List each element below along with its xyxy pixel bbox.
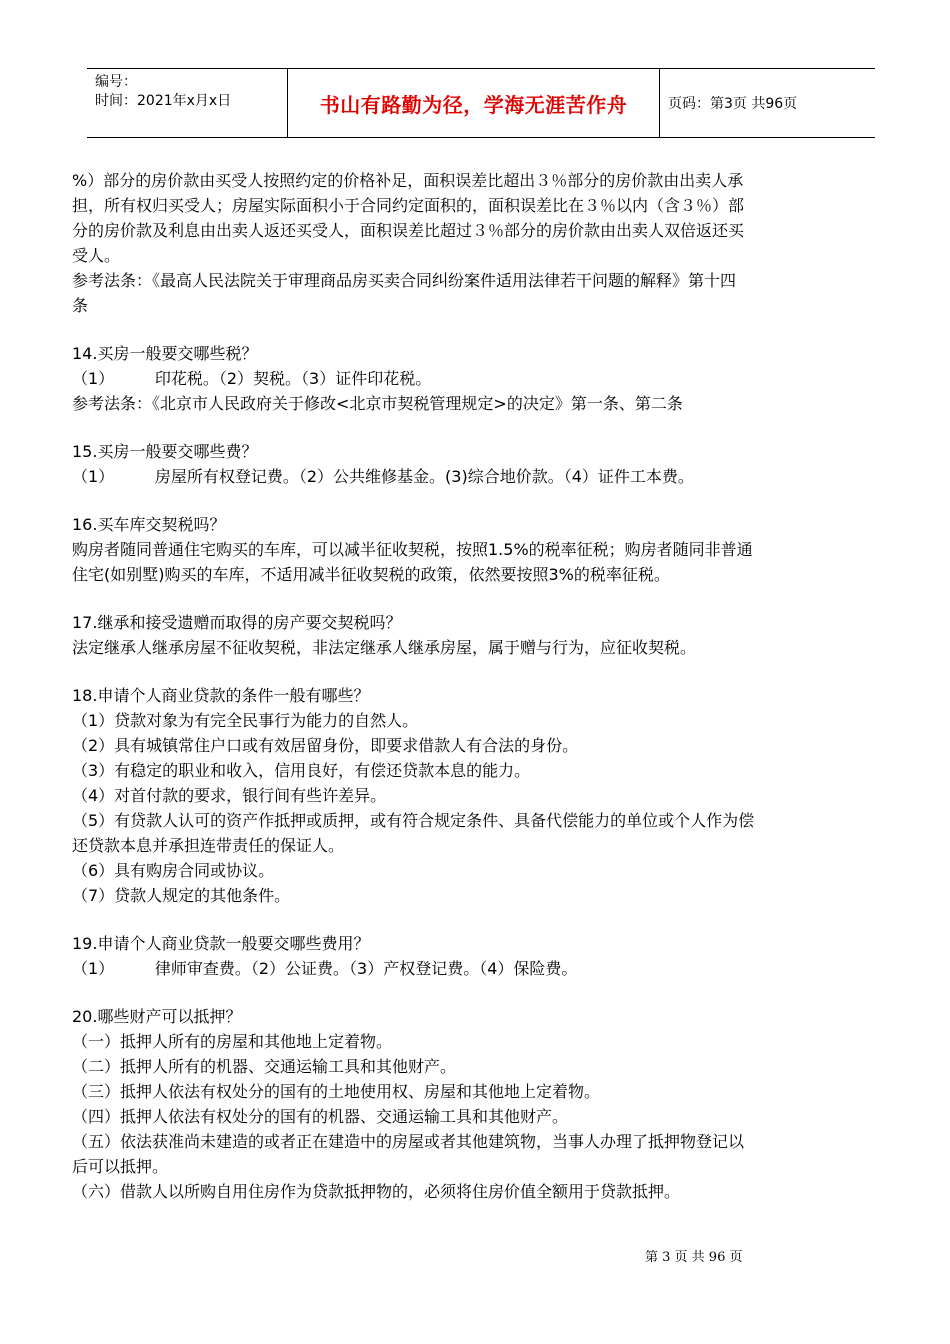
body-line: （1） 房屋所有权登记费。（2）公共维修基金。(3)综合地价款。（4）证件工本费。 bbox=[72, 467, 694, 486]
body-line: 购房者随同普通住宅购买的车库，可以减半征收契税，按照1.5%的税率征税；购房者随同非普通 bbox=[72, 540, 753, 559]
body-line: （1）贷款对象为有完全民事行为能力的自然人。 bbox=[72, 711, 419, 730]
header-meta bbox=[87, 69, 287, 137]
body-line: 法定继承人继承房屋不征收契税，非法定继承人继承房屋，属于赠与行为，应征收契税。 bbox=[72, 638, 697, 657]
body-line: 20.哪些财产可以抵押？ bbox=[72, 1007, 242, 1026]
paragraph-gap bbox=[72, 489, 892, 512]
body-line: %）部分的房价款由买受人按照约定的价格补足，面积误差比超出３％部分的房价款由出卖人承 bbox=[72, 171, 744, 190]
body-line: 18.申请个人商业贷款的条件一般有哪些？ bbox=[72, 686, 370, 705]
body-line: 分的房价款及利息由出卖人返还买受人，面积误差比超过３％部分的房价款由出卖人双倍返还买 bbox=[72, 221, 745, 240]
body-line: 后可以抵押。 bbox=[72, 1157, 169, 1176]
body-line: （六）借款人以所购自用住房作为贷款抵押物的，必须将住房价值全额用于贷款抵押。 bbox=[72, 1182, 681, 1201]
body-line: 16.买车库交契税吗？ bbox=[72, 515, 226, 534]
paragraph-gap bbox=[72, 908, 892, 931]
body-line: （3）有稳定的职业和收入，信用良好，有偿还贷款本息的能力。 bbox=[72, 761, 531, 780]
body-line: （二）抵押人所有的机器、交通运输工具和其他财产。 bbox=[72, 1057, 457, 1076]
body-line: 受人。 bbox=[72, 246, 121, 265]
body-line: （5）有贷款人认可的资产作抵押或质押，或有符合规定条件、具备代偿能力的单位或个人作为偿 bbox=[72, 811, 755, 830]
body-line: 参考法条：《最高人民法院关于审理商品房买卖合同纠纷案件适用法律若干问题的解释》第十四 bbox=[72, 271, 737, 290]
footer-page-number: 第 3 页 共 96 页 bbox=[645, 1250, 743, 1265]
page-header bbox=[87, 68, 875, 138]
document-number-label: 编号： bbox=[95, 74, 137, 90]
paragraph-gap bbox=[72, 981, 892, 1004]
paragraph-gap bbox=[72, 318, 892, 341]
body-line: （1） 律师审查费。（2）公证费。（3）产权登记费。（4）保险费。 bbox=[72, 959, 578, 978]
header-page-number: 页码：第3页 共96页 bbox=[668, 96, 798, 112]
body-line: （6）具有购房合同或协议。 bbox=[72, 861, 275, 880]
body-line: （三）抵押人依法有权处分的国有的土地使用权、房屋和其他地上定着物。 bbox=[72, 1082, 601, 1101]
document-time-label: 时间：2021年x月x日 bbox=[95, 93, 232, 109]
body-line: （五）依法获准尚未建造的或者正在建造中的房屋或者其他建筑物，当事人办理了抵押物登记以 bbox=[72, 1132, 745, 1151]
body-line: 17.继承和接受遗赠而取得的房产要交契税吗？ bbox=[72, 613, 402, 632]
body-line: 19.申请个人商业贷款一般要交哪些费用？ bbox=[72, 934, 370, 953]
document-body bbox=[72, 168, 892, 1204]
body-line: （4）对首付款的要求，银行间有些许差异。 bbox=[72, 786, 387, 805]
body-line: （四）抵押人依法有权处分的国有的机器、交通运输工具和其他财产。 bbox=[72, 1107, 569, 1126]
paragraph-gap bbox=[72, 587, 892, 610]
body-line: 15.买房一般要交哪些费？ bbox=[72, 442, 258, 461]
paragraph-gap bbox=[72, 660, 892, 683]
body-line: 住宅(如别墅)购买的车库，不适用减半征收契税的政策，依然要按照3%的税率征税。 bbox=[72, 565, 670, 584]
header-motto: 书山有路勤为径，学海无涯苦作舟 bbox=[287, 69, 660, 137]
body-line: （2）具有城镇常住户口或有效居留身份，即要求借款人有合法的身份。 bbox=[72, 736, 579, 755]
body-line: 条 bbox=[72, 296, 89, 315]
body-line: （一）抵押人所有的房屋和其他地上定着物。 bbox=[72, 1032, 393, 1051]
body-line: （7）贷款人规定的其他条件。 bbox=[72, 886, 291, 905]
body-line: 14.买房一般要交哪些税？ bbox=[72, 344, 258, 363]
body-line: 还贷款本息并承担连带责任的保证人。 bbox=[72, 836, 345, 855]
body-line: 担，所有权归买受人；房屋实际面积小于合同约定面积的，面积误差比在３％以内（含３％）部 bbox=[72, 196, 745, 215]
body-line: 参考法条：《北京市人民政府关于修改<北京市契税管理规定>的决定》第一条、第二条 bbox=[72, 394, 683, 413]
paragraph-gap bbox=[72, 416, 892, 439]
body-line: （1） 印花税。（2）契税。（3）证件印花税。 bbox=[72, 369, 432, 388]
